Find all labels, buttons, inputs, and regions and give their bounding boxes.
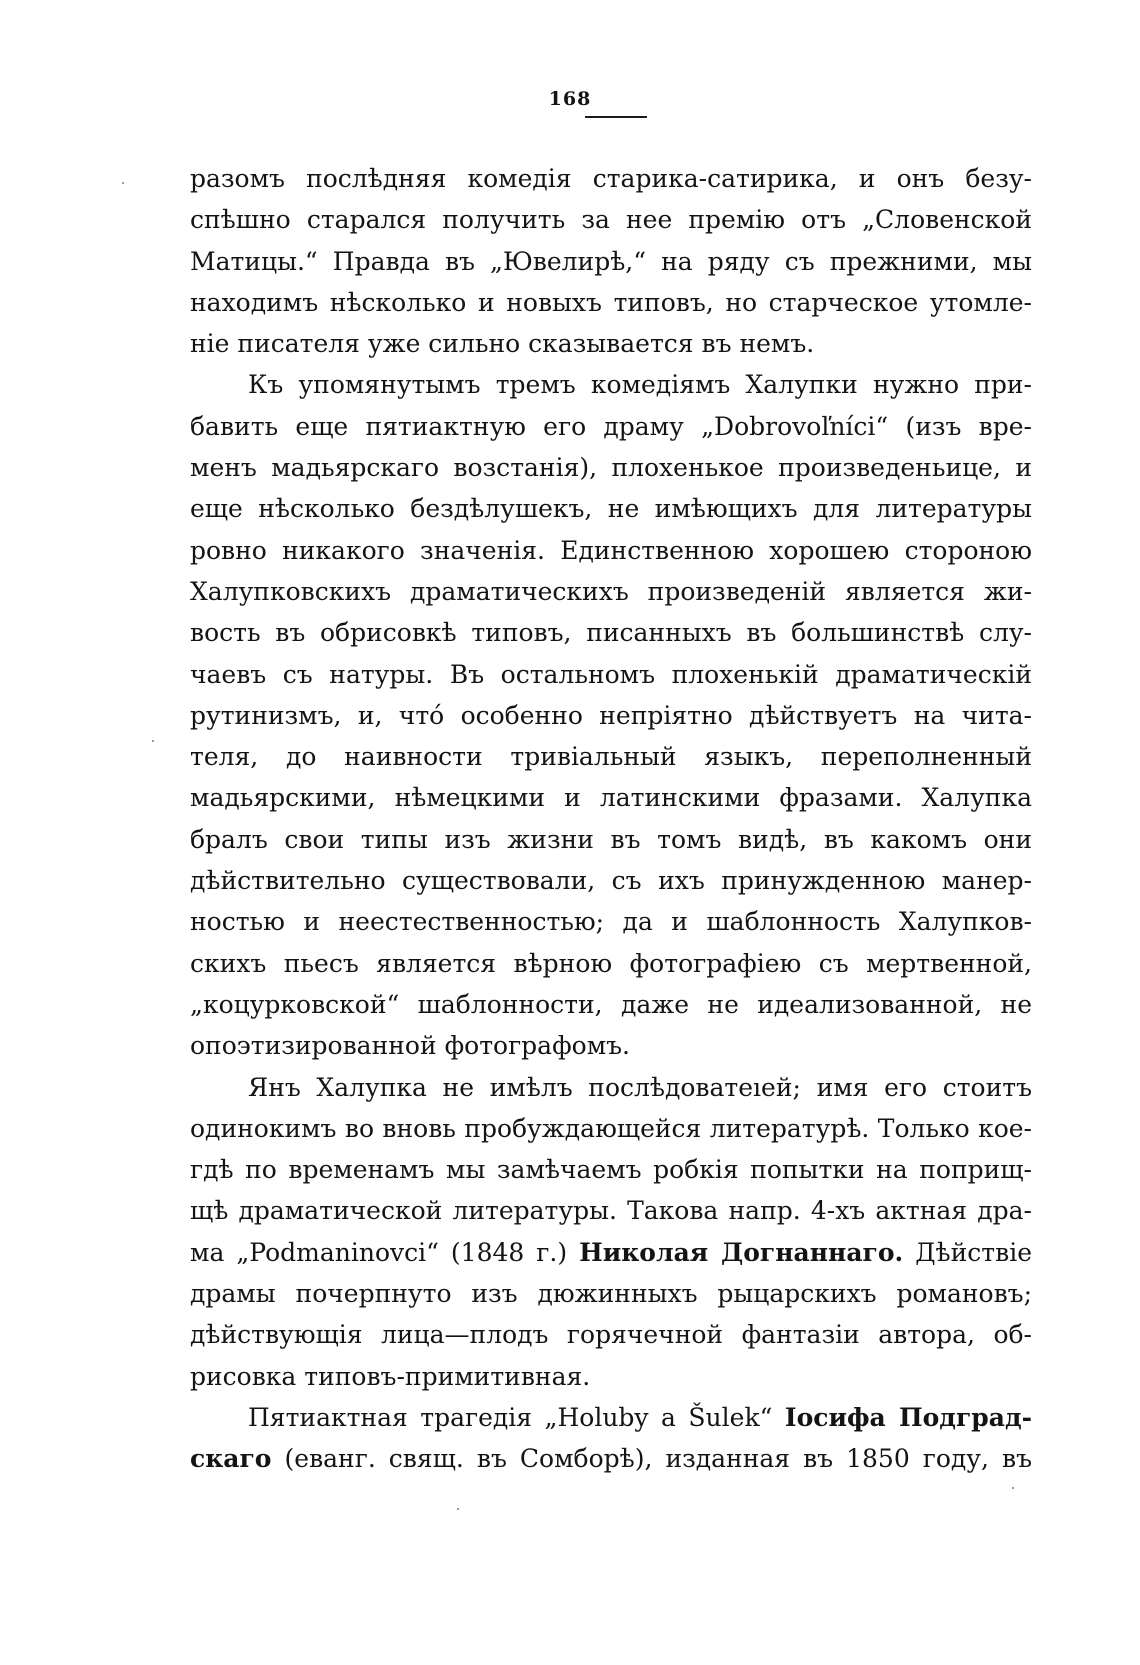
person-name: Николая Догнаннаго.: [579, 1237, 904, 1267]
paragraph-3: [190, 1067, 1032, 1397]
scan-speck: [122, 182, 124, 184]
text-line: драмы почерпнуто изъ дюжинныхъ рыцарскихъ романовъ;: [190, 1279, 1032, 1309]
paragraph-4: [190, 1397, 1032, 1480]
text-line: бавить еще пятиактную его драму „Dobrovoľníci“ (изъ вре-: [190, 411, 1032, 441]
text-fragment: Дѣйствіе: [903, 1237, 1032, 1267]
paragraph-2: [190, 364, 1032, 1066]
text-line: Къ упомянутымъ тремъ комедіямъ Халупки нужно при-: [248, 370, 1032, 400]
text-fragment: ма „Podmaninovci“ (1848 г.): [190, 1237, 580, 1267]
text-fragment: Пятиактная трагедія „Holuby a Šulek“: [248, 1402, 785, 1432]
text-line: ровно никакого значенія. Единственною хорошею стороною: [190, 535, 1032, 565]
text-line: рисовка типовъ-примитивная.: [190, 1361, 591, 1391]
text-line: вость въ обрисовкѣ типовъ, писанныхъ въ большинствѣ слу-: [190, 618, 1032, 648]
text-line: Халупковскихъ драматическихъ произведеній является жи-: [190, 576, 1032, 606]
text-line: ніе писателя уже сильно сказывается въ немъ.: [190, 329, 815, 359]
text-line: щѣ драматической литературы. Такова напр. 4-хъ актная дра-: [190, 1196, 1032, 1226]
text-line: бралъ свои типы изъ жизни въ томъ видѣ, въ какомъ они: [190, 824, 1032, 854]
text-line: рутинизмъ, и, что́ особенно непріятно дѣйствуетъ на чита-: [190, 700, 1032, 730]
text-line: „коцурковской“ шаблонности, даже не идеализованной, не: [190, 989, 1032, 1019]
text-line: одинокимъ во вновь пробуждающейся литературѣ. Только кое-: [190, 1113, 1032, 1143]
text-line-with-name: [190, 1438, 1032, 1479]
text-line: чаевъ съ натуры. Въ остальномъ плохенькій драматическій: [190, 659, 1032, 689]
text-line: спѣшно старался получить за нее премію отъ „Словенской: [190, 205, 1032, 235]
scan-speck: [457, 1508, 459, 1510]
text-line: гдѣ по временамъ мы замѣчаемъ робкія попытки на поприщ-: [190, 1155, 1032, 1185]
text-fragment: (еванг. свящ. въ Сомборѣ), изданная въ 1850 году, въ: [271, 1444, 1032, 1474]
person-name: Іосифа Подград-: [784, 1402, 1032, 1432]
text-line: дѣйствительно существовали, съ ихъ принужденною манер-: [190, 866, 1032, 896]
text-line: ностью и неестественностью; да и шаблонность Халупков-: [190, 907, 1032, 937]
person-name: скаго: [190, 1444, 272, 1474]
text-line: Матицы.“ Правда въ „Ювелирѣ,“ на ряду съ прежними, мы: [190, 246, 1032, 276]
page-number: 168: [548, 88, 592, 110]
text-line: опоэтизированной фотографомъ.: [190, 1031, 631, 1061]
text-body: [190, 158, 1032, 1480]
text-line: дѣйствующія лица—плодъ горячечной фантазіи автора, об-: [190, 1320, 1032, 1350]
text-line: менъ мадьярскаго возстанія), плохенькое произведеньице, и: [190, 453, 1032, 483]
text-line: скихъ пьесъ является вѣрною фотографіею съ мертвенной,: [190, 948, 1032, 978]
scan-speck: [152, 740, 154, 742]
text-line: еще нѣсколько бездѣлушекъ, не имѣющихъ для литературы: [190, 494, 1032, 524]
paragraph-1: [190, 158, 1032, 364]
text-line: теля, до наивности тривіальный языкъ, переполненный: [190, 742, 1032, 772]
text-line: находимъ нѣсколько и новыхъ типовъ, но старческое утомле-: [190, 287, 1032, 317]
text-line-with-name: [190, 1397, 1032, 1438]
text-line-with-name: [190, 1232, 1032, 1273]
text-line: разомъ послѣдняя комедія старика-сатирика, и онъ безу-: [190, 164, 1032, 193]
page-number-rule: [585, 116, 647, 118]
text-line: мадьярскими, нѣмецкими и латинскими фразами. Халупка: [190, 783, 1032, 813]
text-line: Янъ Халупка не имѣлъ послѣдоватеıей; имя его стоитъ: [248, 1072, 1032, 1102]
scan-speck: [1012, 1487, 1014, 1489]
